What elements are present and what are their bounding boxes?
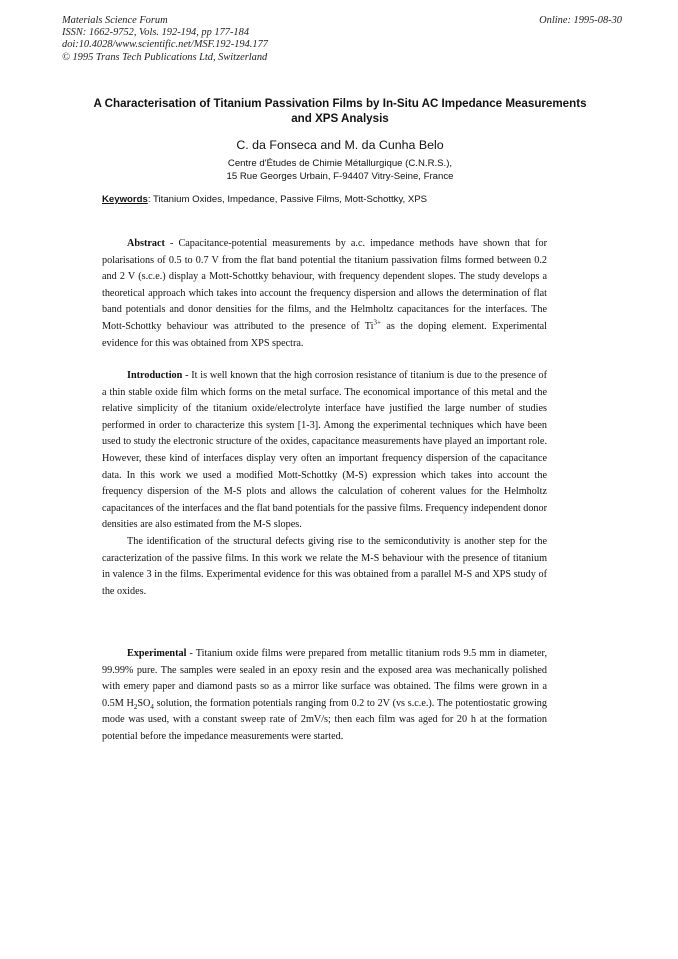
header-metadata (62, 15, 268, 64)
experimental-text-a: Titanium oxide films were prepared from metallic titanium rods 9.5 mm in diameter, 99.99% pure. The samples were sealed in an epoxy resin and the exposed area was mechanically polished with emery paper and diamond pasts so as a mirror like surface was obtained. The films were grown in a 0.5M H (102, 648, 547, 709)
abstract-paragraph: Abstract - Capacitance-potential measurements by a.c. impedance methods have shown that for polarisations of 0.5 to 0.7 V from the flat band potential the titanium passivation films formed between 0.2 and 2 V (s.c.e.) display a Mott-Schottky behaviour, with frequency dependent slopes. The study develops a theoretical approach which takes into account the frequency dispersion and allows the determination of flat band potentials and donor densities for the films, and the Helmholtz capacitances for the interfaces. The Mott-Schottky behaviour was attributed to the presence of $Ti^{3+}$ as the doping element. Experimental evidence for this was obtained from XPS spectra. (102, 238, 548, 349)
authors: C. da Fonseca and M. da Cunha Belo (236, 138, 444, 152)
introduction-text-1: It is well known that the high corrosion resistance of titanium is due to the presence of a thin stable oxide film which forms on the metal surface. The economical importance of this metal and the relative simplicity of the titanium oxide/electrolyte interface have justified the large number of studies performed in order to characterize this system [1-3]. Among the experimental techniques which have been used to study the electronic structure of the oxides, capacitance measurements have played an important role. However, these kind of interfaces display very often an important frequency dispersion of the capacitance data. In this work we used a modified Mott-Schottky (M-S) expression which takes into account the frequency dispersion of the M-S plots and allows the calculation of coherent values for the Helmholtz capacitances of the interfaces and the flat band potentials for the passive films. Frequency independent donor densities are also estimated from the M-S slopes. (102, 370, 547, 531)
introduction-section (102, 368, 547, 600)
experimental-text-c: solution, the formation potentials ranging from 0.2 to 2V (vs s.c.e.). The potentiostatic growing mode was used, with a constant sweep rate of 2mV/s; then each film was aged for 20 h at the formation potential before the impedance measurements were started. (102, 697, 547, 742)
keywords-label: Keywords (102, 194, 148, 205)
experimental-text-b: SO (137, 697, 151, 709)
introduction-heading: Introduction (127, 370, 183, 381)
doi-line: doi:10.4028/www.scientific.net/MSF.192-194.177 (62, 39, 268, 51)
affiliation (100, 157, 580, 183)
issn-line: ISSN: 1662-9752, Vols. 192-194, pp 177-184 (62, 27, 250, 39)
abstract-section (102, 236, 547, 352)
experimental-heading: Experimental (127, 648, 187, 659)
subscript-2: 2 (133, 702, 138, 711)
experimental-paragraph: Experimental - Titanium oxide films were prepared from metallic titanium rods 9.5 mm in diameter, 99.99% pure. The samples were sealed in an epoxy resin and the exposed area was mechanically polished with emery paper and diamond pasts so as a mirror like surface was obtained. The films were grown in a 0.5M $H_2SO_4$ solution, the formation potentials ranging from 0.2 to 2V (vs s.c.e.). The potentiostatic growing mode was used, with a constant sweep rate of 2mV/s; then each film was aged for 20 h at the formation potential before the impedance measurements were started. (102, 648, 547, 742)
introduction-paragraph-2: The identification of the structural defects giving rise to the semicondutivity is another step for the caracterization of the passive films. In this work we relate the M-S behaviour with the presence of titanium in valence 3 in the films. Experimental evidence for this was obtained from a parallel M-S and XPS study of the oxides. (102, 535, 547, 597)
abstract-heading: Abstract (127, 238, 165, 249)
abstract-text: Capacitance-potential measurements by a.c. impedance methods have shown that for polarisations of 0.5 to 0.7 V from the flat band potential the titanium passivation films formed between 0.2 and 2 V (s.c.e.) display a Mott-Schottky behaviour, with frequency dependent slopes. The study develops a theoretical approach which takes into account the frequency dispersion and allows the determination of flat band potentials and donor densities for the films, and the Helmholtz capacitances for the interfaces. The Mott-Schottky behaviour was attributed to the presence of Ti (102, 238, 547, 332)
experimental-section (102, 646, 547, 746)
introduction-paragraph-1: Introduction - It is well known that the high corrosion resistance of titanium is due to the presence of a thin stable oxide film which forms on the metal surface. The economical importance of this metal and the relative simplicity of the titanium oxide/electrolyte interface have justified the large number of studies performed in order to characterize this system [1-3]. Among the experimental techniques which have been used to study the electronic structure of the oxides, capacitance measurements have played an important role. However, these kind of interfaces display very often an important frequency dispersion of the capacitance data. In this work we used a modified Mott-Schottky (M-S) expression which takes into account the frequency dispersion of the M-S plots and allows the calculation of coherent values for the Helmholtz capacitances of the interfaces and the flat band potentials for the passive films. Frequency independent donor densities are also estimated from the M-S slopes. (102, 370, 547, 531)
journal-name: Materials Science Forum (62, 15, 168, 26)
keywords: Keywords: Titanium Oxides, Impedance, Passive Films, Mott-Schottky, XPS (102, 194, 428, 205)
paper-title: A Characterisation of Titanium Passivation Films by In-Situ AC Impedance Measurements and XPS Analysis (93, 97, 587, 125)
keywords-text: Titanium Oxides, Impedance, Passive Films, Mott-Schottky, XPS (153, 194, 428, 205)
affiliation-line-1: Centre d'Études de Chimie Métallurgique (C.N.R.S.), (227, 158, 453, 169)
online-date: Online: 1995-08-30 (539, 15, 622, 26)
abstract-superscript: 3+ (373, 318, 381, 327)
subscript-4: 4 (150, 702, 154, 711)
abstract-text-end: as the doping element. Experimental evidence for this was obtained from XPS spectra. (102, 320, 548, 349)
copyright-line: © 1995 Trans Tech Publications Ltd, Switzerland (62, 51, 268, 63)
affiliation-line-2: 15 Rue Georges Urbain, F-94407 Vitry-Seine, France (226, 171, 454, 182)
